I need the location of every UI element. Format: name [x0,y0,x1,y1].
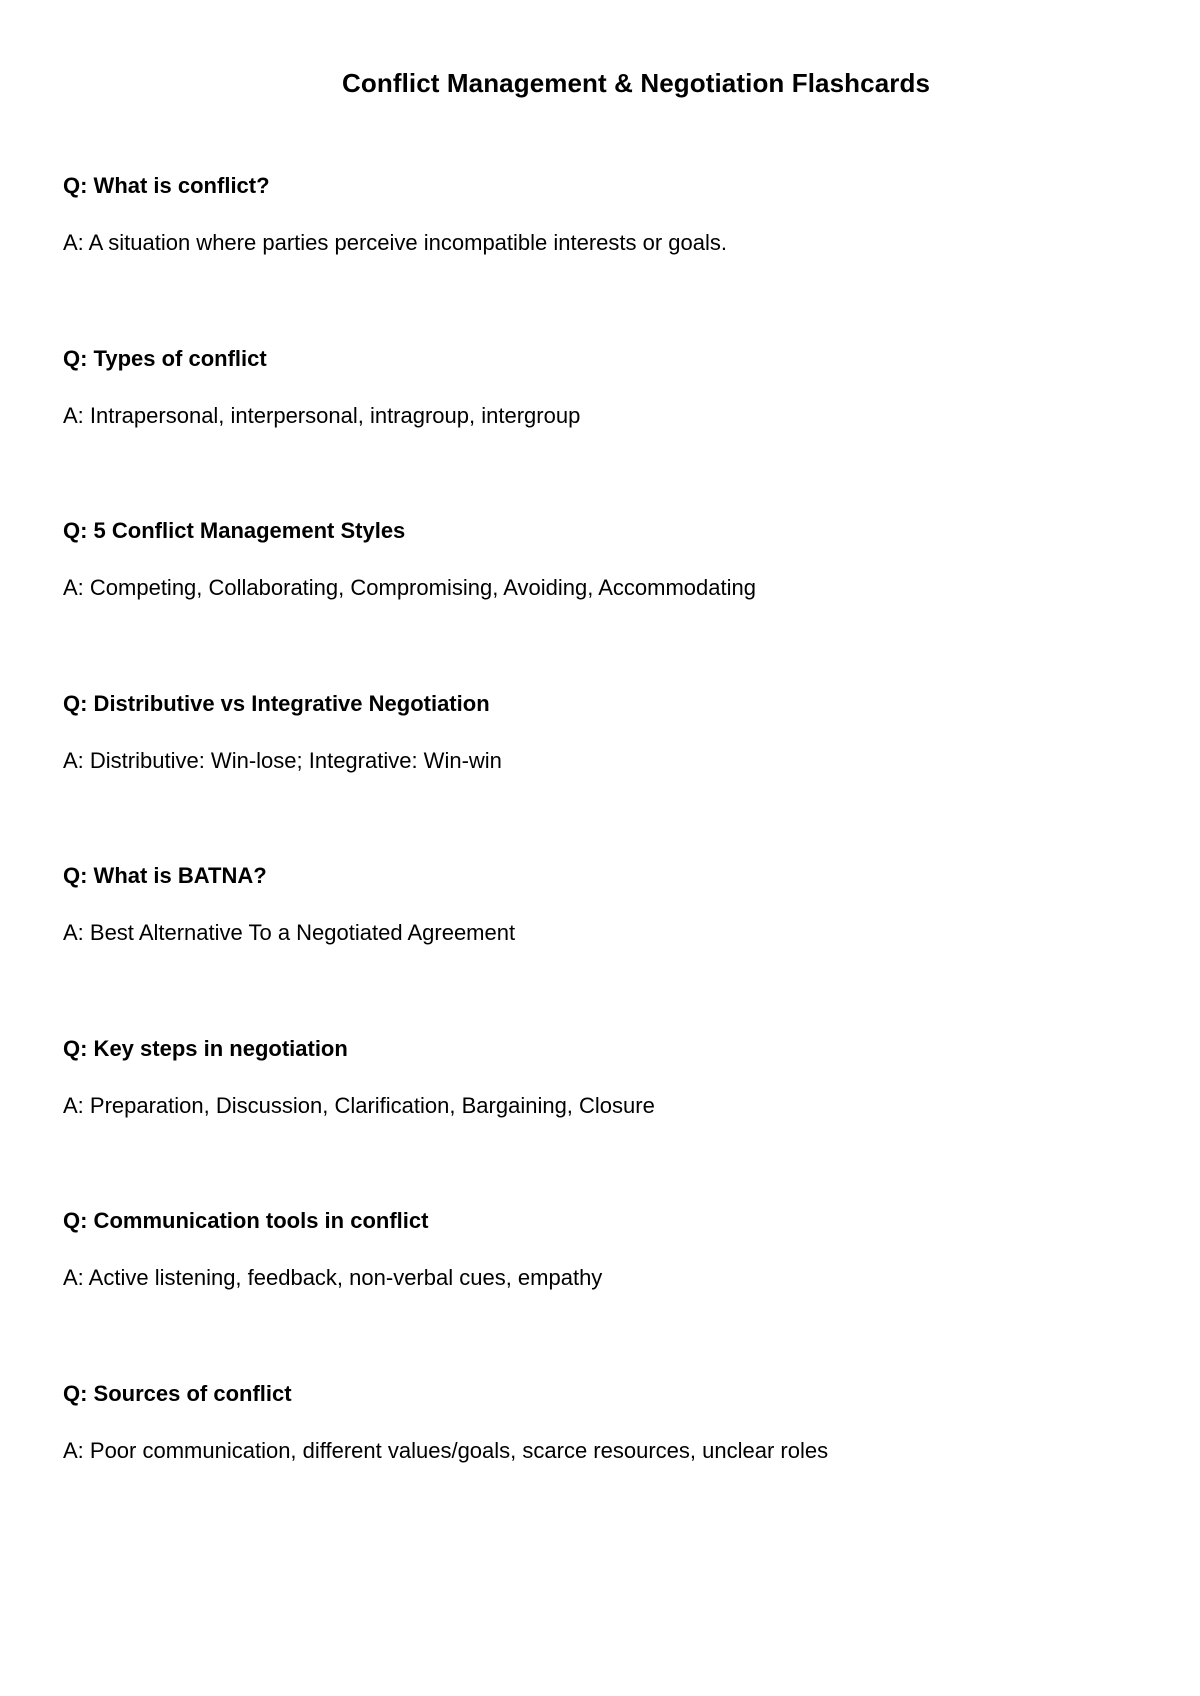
flashcard [63,863,1143,1048]
flashcard-question: Q: Communication tools in conflict [63,1208,429,1233]
flashcard [63,690,1143,876]
flashcard-answer: A: Best Alternative To a Negotiated Agreement [63,920,516,945]
flashcard-answer: A: Preparation, Discussion, Clarification, Bargaining, Closure [63,1092,655,1118]
flashcard-answer: A: Active listening, feedback, non-verbal cues, empathy [63,1265,603,1290]
document-title: Conflict Management & Negotiation Flashcards [341,68,931,98]
flashcard [63,1035,1143,1221]
flashcard [63,345,1143,531]
flashcard [63,1208,1143,1393]
flashcard-question: Q: Types of conflict [63,345,267,371]
flashcard [63,173,1143,358]
flashcard-answer: A: Poor communication, different values/goals, scarce resources, unclear roles [63,1437,829,1463]
flashcard-answer: A: Intrapersonal, interpersonal, intragroup, intergroup [63,402,581,428]
flashcard-answer: A: Distributive: Win-lose; Integrative: Win-win [63,747,502,773]
flashcard-question: Q: Key steps in negotiation [63,1035,348,1061]
flashcard [63,518,1143,703]
flashcard-question: Q: Sources of conflict [63,1380,292,1406]
flashcard-question: Q: What is BATNA? [63,863,267,888]
flashcard-list [63,173,1143,1565]
flashcard-question: Q: Distributive vs Integrative Negotiation [63,690,490,716]
flashcard-answer: A: A situation where parties perceive incompatible interests or goals. [63,230,728,255]
flashcard [63,1380,1143,1566]
flashcard-question: Q: What is conflict? [63,173,270,198]
flashcard-answer: A: Competing, Collaborating, Compromising, Avoiding, Accommodating [63,575,756,600]
flashcard-question: Q: 5 Conflict Management Styles [63,518,406,543]
